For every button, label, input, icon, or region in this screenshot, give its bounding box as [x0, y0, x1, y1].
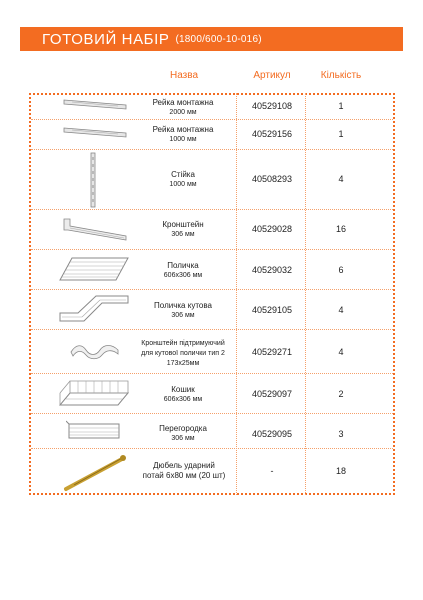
- item-name-block: [133, 220, 233, 240]
- item-name-block: [133, 424, 233, 444]
- item-name-block: [128, 461, 240, 481]
- item-qty: 4: [338, 305, 344, 315]
- item-name: Кошик: [171, 385, 195, 394]
- row-divider: [31, 289, 393, 290]
- item-name-block: [133, 170, 233, 190]
- item-name-block: [133, 125, 233, 145]
- item-article: -: [270, 466, 274, 476]
- dowel-icon: [62, 453, 128, 493]
- item-size: 306 мм: [171, 312, 195, 319]
- item-size: 2000 мм: [169, 109, 197, 116]
- header-qty: Кількість: [320, 70, 362, 81]
- basket-icon: [58, 377, 130, 407]
- item-name: Перегородка: [159, 424, 207, 433]
- title-banner: [20, 27, 403, 51]
- row-divider: [31, 209, 393, 210]
- item-name: Кронштейн: [162, 220, 204, 229]
- item-article: 40529032: [251, 265, 293, 275]
- upright-icon: [88, 152, 98, 208]
- item-name: Поличка кутова: [154, 301, 212, 310]
- banner-title: ГОТОВИЙ НАБІР: [42, 30, 170, 48]
- item-name-line2: для кутової полички тип 2: [141, 350, 225, 357]
- bracket-icon: [60, 216, 130, 242]
- support-bracket-icon: [68, 340, 122, 364]
- item-name-line2: потай 6x80 мм (20 шт): [142, 471, 226, 480]
- item-name: Дюбель ударний: [153, 461, 215, 470]
- item-qty: 4: [338, 347, 344, 357]
- header-name: Назва: [169, 70, 199, 81]
- banner-code: (1800/600-10-016): [175, 33, 262, 45]
- shelf-icon: [58, 255, 130, 283]
- item-name-block: [130, 339, 236, 369]
- row-divider: [31, 249, 393, 250]
- item-qty: 16: [335, 224, 347, 234]
- item-article: 40529271: [251, 347, 293, 357]
- item-article: 40529105: [251, 305, 293, 315]
- item-size: 606x306 мм: [163, 396, 203, 403]
- item-article: 40529028: [251, 224, 293, 234]
- item-name: Поличка: [167, 261, 199, 270]
- row-divider: [31, 413, 393, 414]
- item-size: 173x25мм: [166, 360, 200, 367]
- row-divider: [31, 329, 393, 330]
- item-article: 40529156: [251, 129, 293, 139]
- item-name-block: [133, 98, 233, 118]
- item-qty: 18: [335, 466, 347, 476]
- row-divider: [31, 149, 393, 150]
- rail-icon: [62, 125, 128, 139]
- item-name: Кронштейн підтримуючий: [141, 340, 225, 347]
- item-size: 306 мм: [171, 231, 195, 238]
- item-qty: 1: [338, 129, 344, 139]
- item-name-block: [133, 385, 233, 405]
- item-name: Рейка монтажна: [152, 98, 214, 107]
- item-size: 606x306 мм: [163, 272, 203, 279]
- row-divider: [31, 119, 393, 120]
- item-qty: 2: [338, 389, 344, 399]
- corner-shelf-icon: [56, 293, 130, 327]
- item-size: 1000 мм: [169, 136, 197, 143]
- item-qty: 1: [338, 101, 344, 111]
- column-divider: [305, 93, 306, 495]
- column-divider: [236, 93, 237, 495]
- table-header: [0, 70, 423, 84]
- item-name: Рейка монтажна: [152, 125, 214, 134]
- item-article: 40529097: [251, 389, 293, 399]
- item-name-block: [133, 261, 233, 281]
- item-article: 40529108: [251, 101, 293, 111]
- item-article: 40508293: [251, 174, 293, 184]
- item-qty: 4: [338, 174, 344, 184]
- item-qty: 6: [338, 265, 344, 275]
- item-size: 306 мм: [171, 435, 195, 442]
- item-size: 1000 мм: [169, 181, 197, 188]
- rail-icon: [62, 97, 128, 111]
- item-article: 40529095: [251, 429, 293, 439]
- header-article: Артикул: [253, 70, 291, 81]
- row-divider: [31, 373, 393, 374]
- item-name: Стійка: [171, 170, 195, 179]
- divider-icon: [66, 420, 122, 442]
- row-divider: [31, 448, 393, 449]
- item-qty: 3: [338, 429, 344, 439]
- item-name-block: [133, 301, 233, 321]
